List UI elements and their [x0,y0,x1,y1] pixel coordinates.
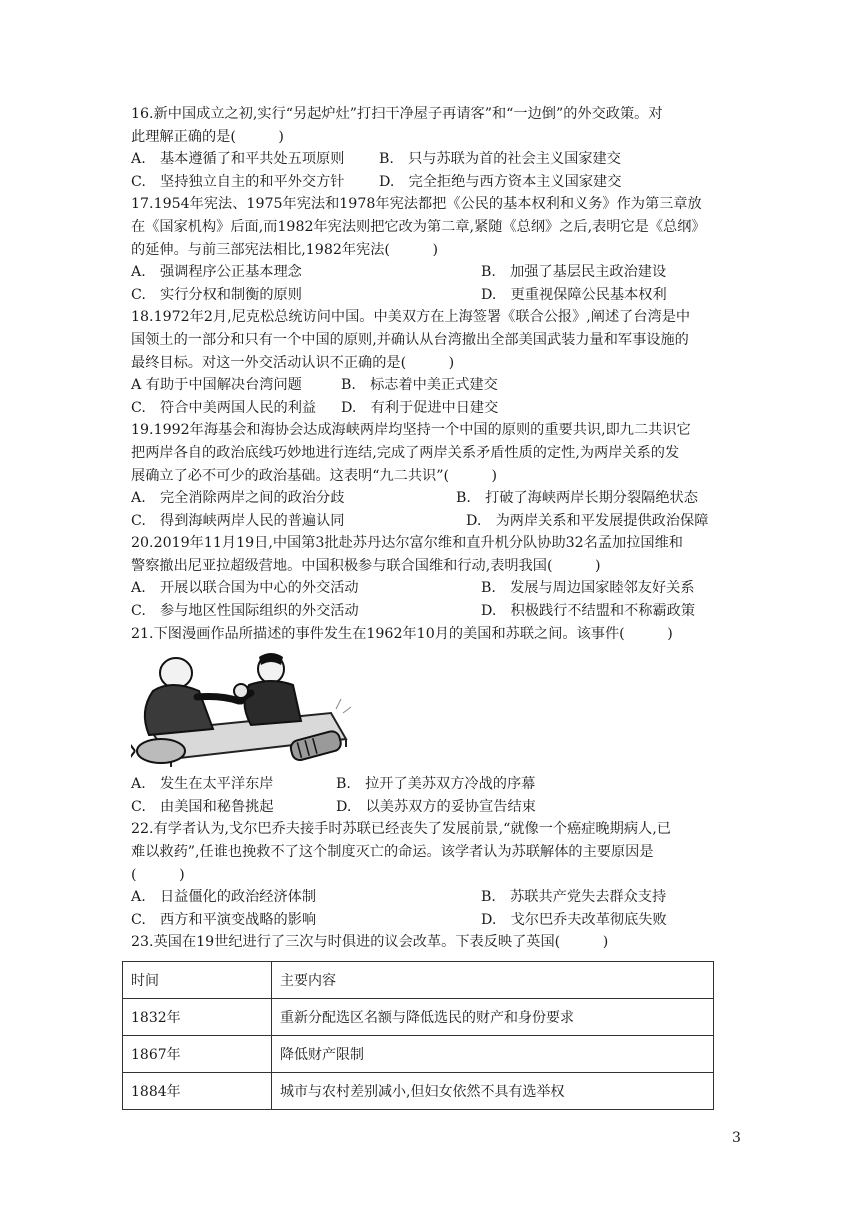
question-17-line-1: 17.1954年宪法、1975年宪法和1978年宪法都把《公民的基本权利和义务》作为第三章放 [131,196,702,213]
question-22-line-3: ( ) [131,866,185,883]
reform-table [122,961,714,1110]
cartoon-image [131,651,363,771]
table-row [123,1073,714,1110]
table-cell-year: 1867年 [123,1036,272,1073]
question-17-line-2: 在《国家机构》后面,而1982年宪法则把它改为第二章,紧随《总纲》之后,表明它是《总纲》 [131,218,706,235]
question-22-line-2: 难以救药”,任谁也挽救不了这个制度灭亡的命运。该学者认为苏联解体的主要原因是 [131,844,654,861]
q21-option-a: A. 发生在太平洋东岸 [131,776,274,793]
question-23-line-1: 23.英国在19世纪进行了三次与时俱进的议会改革。下表反映了英国( ) [131,934,609,951]
q16-option-b: B. 只与苏联为首的社会主义国家建交 [379,151,621,168]
question-18-line-3: 最终目标。对这一外交活动认识不正确的是( ) [131,354,455,371]
q16-option-a: A. 基本遵循了和平共处五项原则 [131,151,345,168]
table-cell-content: 重新分配选区名额与降低选民的财产和身份要求 [272,999,714,1036]
arm-wrestling-cartoon [131,651,731,771]
table-header-content: 主要内容 [272,962,714,999]
question-list [131,103,731,954]
q19-option-d: D. 为两岸关系和平发展提供政治保障 [466,512,709,529]
q19-option-c: C. 得到海峡两岸人民的普遍认同 [131,512,345,529]
q17-option-d: D. 更重视保障公民基本权利 [481,286,667,303]
question-20-line-1: 20.2019年11月19日,中国第3批赴苏丹达尔富尔维和直升机分队协助32名孟加拉国维和 [131,535,683,552]
q22-option-b: B. 苏联共产党失去群众支持 [481,889,667,906]
question-19-line-3: 展确立了必不可少的政治基础。这表明“九二共识”( ) [131,467,498,484]
question-17-line-3: 的延伸。与前三部宪法相比,1982年宪法( ) [131,241,439,258]
q17-option-b: B. 加强了基层民主政治建设 [481,264,667,281]
q16-option-d: D. 完全拒绝与西方资本主义国家建交 [379,173,622,190]
q18-option-c: C. 符合中美两国人民的利益 [131,399,317,416]
q16-option-c: C. 坚持独立自主的和平外交方针 [131,173,345,190]
q20-option-a: A. 开展以联合国为中心的外交活动 [131,580,359,597]
table-row [123,999,714,1036]
q18-option-b: B. 标志着中美正式建交 [341,377,498,394]
q21-option-d: D. 以美苏双方的妥协宣告结束 [336,798,536,815]
q21-option-b: B. 拉开了美苏双方冷战的序幕 [336,776,536,793]
q21-option-c: C. 由美国和秘鲁挑起 [131,798,274,815]
question-19-line-1: 19.1992年海基会和海协会达成海峡两岸均坚持一个中国的原则的重要共识,即九二共识它 [131,422,691,439]
q18-option-d: D. 有利于促进中日建交 [341,399,499,416]
q17-option-c: C. 实行分权和制衡的原则 [131,286,302,303]
question-19-line-2: 把两岸各自的政治底线巧妙地进行连结,完成了两岸关系矛盾性质的定性,为两岸关系的发 [131,444,680,461]
table-cell-year: 1832年 [123,999,272,1036]
q20-option-d: D. 积极践行不结盟和不称霸政策 [481,603,696,620]
q20-option-b: B. 发展与周边国家睦邻友好关系 [481,580,695,597]
question-16-line-2: 此理解正确的是( ) [131,128,284,145]
question-21-line-1: 21.下图漫画作品所描述的事件发生在1962年10月的美国和苏联之间。该事件( ) [131,625,673,642]
q22-option-c: C. 西方和平演变战略的影响 [131,911,317,928]
table-header-row [123,962,714,999]
page-number: 3 [732,1130,741,1146]
q20-option-c: C. 参与地区性国际组织的外交活动 [131,603,359,620]
question-20-line-2: 警察撤出尼亚拉超级营地。中国积极参与联合国维和行动,表明我国( ) [131,557,601,574]
question-22-line-1: 22.有学者认为,戈尔巴乔夫接手时苏联已经丧失了发展前景,“就像一个癌症晚期病人,已 [131,821,671,838]
q19-option-a: A. 完全消除两岸之间的政治分歧 [131,490,345,507]
q18-option-a: A 有助于中国解决台湾问题 [131,377,302,394]
table-cell-content: 城市与农村差别减小,但妇女依然不具有选举权 [272,1073,714,1110]
table-header-time: 时间 [123,962,272,999]
question-18-line-1: 18.1972年2月,尼克松总统访问中国。中美双方在上海签署《联合公报》,阐述了台湾是中 [131,309,691,326]
q19-option-b: B. 打破了海峡两岸长期分裂隔绝状态 [456,490,698,507]
question-18-line-2: 国领土的一部分和只有一个中国的原则,并确认从台湾撤出全部美国武装力量和军事设施的 [131,331,689,348]
table-row [123,1036,714,1073]
table-cell-year: 1884年 [123,1073,272,1110]
table-cell-content: 降低财产限制 [272,1036,714,1073]
q17-option-a: A. 强调程序公正基本理念 [131,264,302,281]
question-16-line-1: 16.新中国成立之初,实行“另起炉灶”打扫干净屋子再请客”和“一边倒”的外交政策。对 [131,106,663,122]
q22-option-d: D. 戈尔巴乔夫改革彻底失败 [481,911,667,928]
q22-option-a: A. 日益僵化的政治经济体制 [131,889,317,906]
